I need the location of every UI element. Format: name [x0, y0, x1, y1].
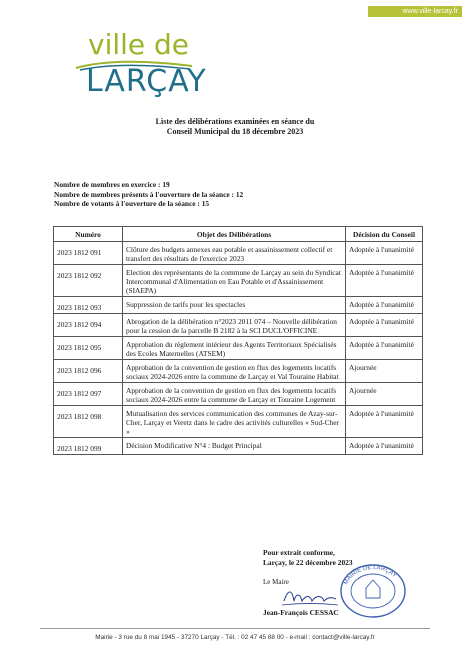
handwritten-signature-icon — [280, 583, 340, 611]
document-title — [100, 117, 370, 137]
members-in-office: Nombre de membres en exercice : 19 — [54, 180, 170, 189]
row-object: Clôture des budgets annexes eau potable et assainissement collectif et transfert des résultats de l'exercice 2023 — [123, 242, 346, 265]
row-object: Election des représentants de la commune de Larçay au sein du Syndicat Intercommunal d'Alimentation en Eau Potable et d'Assainissement (SIAEPA) — [123, 265, 346, 297]
footer-contact: Mairie - 3 rue du 8 mai 1945 - 37270 Larçay - Tél. : 02 47 45 88 00 - e-mail : contact@ville-larcay.fr — [95, 634, 375, 641]
row-object: Abrogation de la délibération n°2023 2011 074 – Nouvelle délibération pour la cession de la parcelle B 2182 à la SCI DUCL'OFFICINE — [123, 314, 346, 337]
footer-divider — [40, 628, 430, 629]
town-logo — [74, 30, 224, 100]
row-number: 2023 1812 095 — [54, 337, 123, 360]
mayor-title: Le Maire — [263, 578, 289, 586]
svg-text:MAIRIE DE LARÇAY: MAIRIE DE LARÇAY — [343, 564, 398, 586]
row-object: Approbation de la convention de gestion en flux des logements locatifs sociaux 2024-2026 entre la commune de Larçay et Touraine Logement — [123, 383, 346, 406]
row-number: 2023 1812 096 — [54, 360, 123, 383]
row-decision: Adoptée à l'unanimité — [346, 297, 423, 314]
row-decision: Ajournée — [346, 383, 423, 406]
title-line-1: Liste des délibérations examinées en séance du — [155, 117, 315, 126]
logo-word-larcay: LARÇAY — [86, 64, 207, 99]
row-object: Décision Modificative N°4 : Budget Principal — [123, 438, 346, 455]
row-number: 2023 1812 099 — [54, 438, 123, 455]
header-numero: Numéro — [54, 227, 123, 242]
row-object: Approbation de la convention de gestion en flux des logements locatifs sociaux 2024-2026 entre la commune de Larçay et Val Touraine Habitat — [123, 360, 346, 383]
header-objet: Objet des Délibérations — [123, 227, 346, 242]
row-decision: Adoptée à l'unanimité — [346, 438, 423, 455]
certification-line: Pour extrait conforme, — [263, 548, 335, 557]
voters-count: Nombre de votants à l'ouverture de la séance : 15 — [54, 199, 210, 208]
row-object: Approbation du règlement intérieur des Agents Territoriaux Spécialisés des Ecoles Maternelles (ATSEM) — [123, 337, 346, 360]
table-row — [54, 360, 423, 383]
row-decision: Adoptée à l'unanimité — [346, 337, 423, 360]
table-row — [54, 242, 423, 265]
table-row — [54, 265, 423, 297]
table-row — [54, 383, 423, 406]
title-line-2: Conseil Municipal du 18 décembre 2023 — [166, 127, 304, 136]
table-row — [54, 314, 423, 337]
row-number: 2023 1812 091 — [54, 242, 123, 265]
place-date-line: Larçay, le 22 décembre 2023 — [263, 558, 353, 567]
row-decision: Ajournée — [346, 360, 423, 383]
table-row — [54, 297, 423, 314]
website-banner[interactable]: www.ville-larcay.fr — [368, 6, 462, 17]
table-header-row — [54, 227, 423, 242]
row-number: 2023 1812 094 — [54, 314, 123, 337]
table-row — [54, 406, 423, 438]
header-decision: Décision du Conseil — [346, 227, 423, 242]
table-row — [54, 337, 423, 360]
mayor-name: Jean-François CESSAC — [263, 608, 339, 617]
table-row — [54, 438, 423, 455]
town-hall-stamp-icon — [338, 562, 408, 620]
members-present: Nombre de membres présents à l'ouverture de la séance : 12 — [54, 189, 244, 199]
row-object: Suppression de tarifs pour les spectacles — [123, 297, 346, 314]
row-decision: Adoptée à l'unanimité — [346, 242, 423, 265]
row-object: Mutualisation des services communication des communes de Azay-sur-Cher, Larçay et Veretz dans le cadre des activités culturelles « Sud-Cher » — [123, 406, 346, 438]
row-number: 2023 1812 093 — [54, 297, 123, 314]
row-decision: Adoptée à l'unanimité — [346, 265, 423, 297]
row-number: 2023 1812 092 — [54, 265, 123, 297]
logo-word-ville: ville de — [88, 28, 190, 61]
deliberations-table — [53, 226, 423, 455]
row-decision: Adoptée à l'unanimité — [346, 406, 423, 438]
row-number: 2023 1812 097 — [54, 383, 123, 406]
row-number: 2023 1812 098 — [54, 406, 123, 438]
row-decision: Adoptée à l'unanimité — [346, 314, 423, 337]
session-counts — [54, 180, 243, 209]
